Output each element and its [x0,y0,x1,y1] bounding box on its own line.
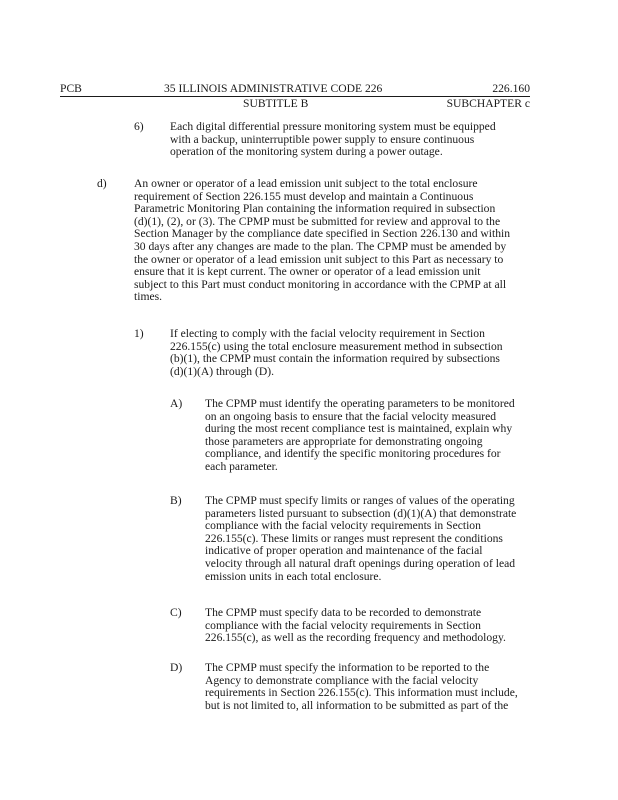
text-line: The CPMP must specify limits or ranges of values of the operating [205,494,515,507]
item-d-marker: d) [97,177,107,190]
header-code-title: 35 ILLINOIS ADMINISTRATIVE CODE 226 [164,82,383,95]
text-line: ensure that it is kept current. The owner or operator of a lead emission unit [134,265,481,279]
text-line: 226.155(c) using the total enclosure measurement method in subsection [170,339,503,353]
header-title-row [60,82,530,97]
text-line: The CPMP must specify data to be recorded to demonstrate [205,606,482,619]
text-line: velocity through all natural draft openings during operation of lead [205,556,516,570]
text-line: Section Manager by the compliance date specified in Section 226.130 and within [134,227,511,241]
text-line: Agency to demonstrate compliance with the facial velocity [205,673,479,687]
header-subchapter: SUBCHAPTER c [446,97,530,110]
item-C-marker: C) [170,606,182,619]
item-B-marker: B) [170,494,182,507]
text-line: requirement of Section 226.155 must develop and maintain a Continuous [134,189,474,203]
item-D-marker: D) [170,661,183,674]
item-A-marker: A) [170,397,183,410]
text-line: each parameter. [205,459,278,473]
item-6-text [170,121,540,159]
text-line: If electing to comply with the facial velocity requirement in Section [170,327,485,340]
page-header [60,82,530,111]
text-line: The CPMP must specify the information to be reported to the [205,661,490,674]
text-line: Each digital differential pressure monitoring system must be equipped [170,120,496,133]
text-line: with a backup, uninterruptible power supply to ensure continuous [170,132,475,146]
text-line: 30 days after any changes are made to the plan. The CPMP must be amended by [134,239,507,253]
text-line: emission units in each total enclosure. [205,569,382,583]
text-line: indicative of proper operation and maintenance of the facial [205,544,483,558]
text-line: compliance with the facial velocity requirements in Section [205,618,481,632]
text-line: those parameters are appropriate for demonstrating ongoing [205,434,483,448]
text-line: compliance with the facial velocity requirements in Section [205,519,481,533]
text-line: An owner or operator of a lead emission unit subject to the total enclosure [134,177,478,190]
text-line: 226.155(c), as well as the recording frequency and methodology. [205,631,506,645]
text-line: (b)(1), the CPMP must contain the information required by subsections [170,352,500,366]
header-board: PCB [60,82,82,95]
text-line: 226.155(c). These limits or ranges must represent the conditions [205,531,503,545]
header-section-number: 226.160 [492,82,530,95]
text-line: the owner or operator of a lead emission unit subject to this Part as necessary to [134,252,504,266]
item-1-marker: 1) [134,327,144,340]
text-line: (d)(1), (2), or (3). The CPMP must be submitted for review and approval to the [134,214,501,228]
text-line: The CPMP must identify the operating parameters to be monitored [205,397,515,410]
text-line: subject to this Part must conduct monitoring in accordance with the CPMP at all [134,277,507,291]
text-line: during the most recent compliance test is maintained, explain why [205,422,513,436]
item-1-text [170,328,540,378]
text-line: parameters listed pursuant to subsection (d)(1)(A) that demonstrate [205,506,517,520]
text-line: operation of the monitoring system during a power outage. [170,145,443,159]
text-line: times. [134,290,163,304]
text-line: (d)(1)(A) through (D). [170,364,274,378]
text-line: but is not limited to, all information to be submitted as part of the [205,698,509,712]
item-B-text [205,495,545,583]
header-subtitle-row [60,97,530,111]
item-6-marker: 6) [134,120,144,133]
text-line: compliance, and identify the specific monitoring procedures for [205,447,501,461]
text-line: Parametric Monitoring Plan containing the information required in subsection [134,202,496,216]
text-line: requirements in Section 226.155(c). This information must include, [205,686,518,700]
text-line: on an ongoing basis to ensure that the facial velocity measured [205,409,497,423]
item-d-text [134,178,544,304]
item-D-text [205,662,545,712]
item-A-text [205,398,545,474]
item-C-text [205,607,545,645]
header-subtitle: SUBTITLE B [243,97,309,110]
